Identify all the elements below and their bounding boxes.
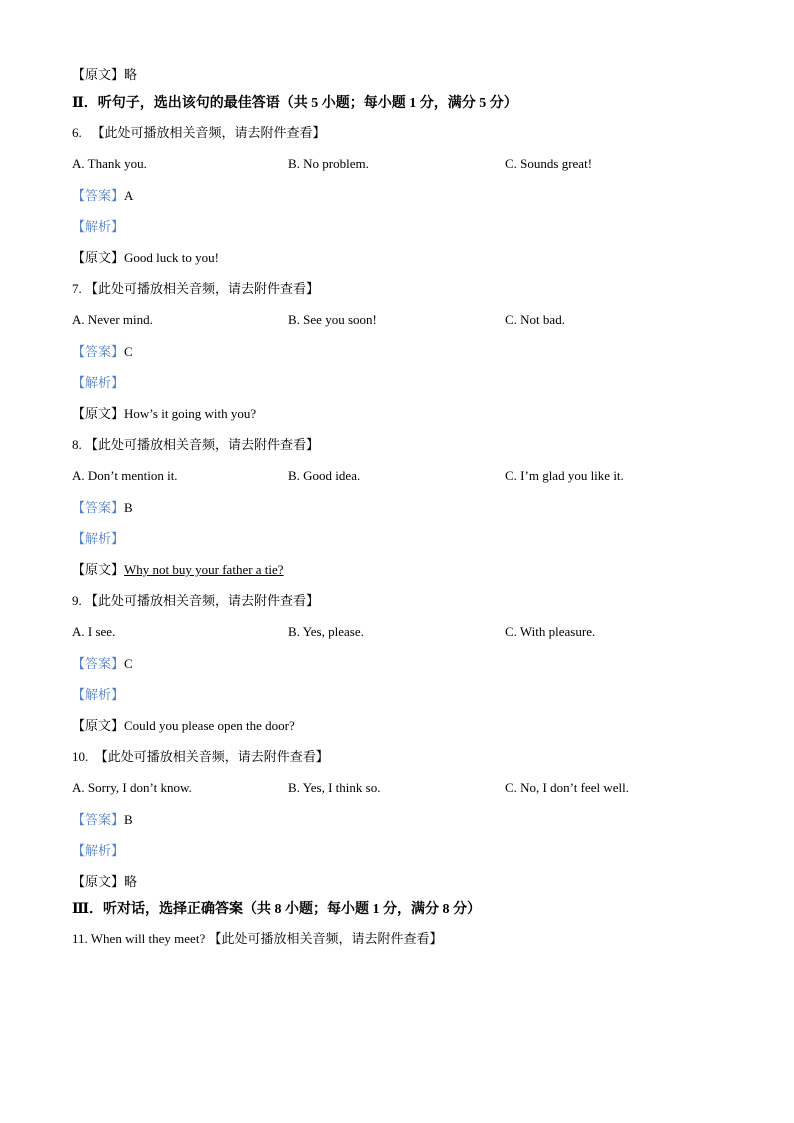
original-text: Good luck to you! [124, 250, 219, 265]
q6-original-line [72, 249, 219, 267]
audio-link[interactable]: 【此处可播放相关音频，请去附件查看】 [85, 281, 320, 296]
original-tag: 【原文】 [72, 718, 125, 733]
analysis-tag: 【解析】 [72, 375, 125, 390]
q7-original-line [72, 405, 256, 423]
q8-original-line [72, 561, 284, 579]
q9-analysis-line [72, 686, 124, 704]
audio-link[interactable]: 【此处可播放相关音频，请去附件查看】 [85, 437, 320, 452]
q10-option-b: B. Yes, I think so. [288, 780, 381, 795]
question-text: 11. When will they meet? [72, 931, 206, 946]
q6-option-b: B. No problem. [288, 156, 369, 171]
question-7-line [72, 280, 319, 298]
analysis-tag: 【解析】 [72, 219, 125, 234]
q10-original-line [72, 873, 137, 891]
q8-option-b: B. Good idea. [288, 468, 361, 483]
q6-analysis-line [72, 218, 124, 236]
q7-option-c: C. Not bad. [505, 312, 565, 327]
q10-option-a: A. Sorry, I don’t know. [72, 780, 192, 795]
q9-answer-line [72, 655, 133, 673]
original-text: 略 [124, 67, 138, 82]
question-10-line [72, 748, 329, 766]
answer-tag: 【答案】 [72, 344, 125, 359]
original-text: Why not buy your father a tie? [124, 562, 284, 577]
answer-tag: 【答案】 [72, 188, 125, 203]
q9-option-b: B. Yes, please. [288, 624, 364, 639]
question-number: 8. [72, 437, 82, 452]
q6-option-c: C. Sounds great! [505, 156, 593, 171]
original-text: Could you please open the door? [124, 718, 295, 733]
q10-analysis-line [72, 842, 124, 860]
section-3-title: Ⅲ．听对话，选择正确答案（共 8 小题；每小题 1 分，满分 8 分） [72, 902, 482, 917]
q8-option-c: C. I’m glad you like it. [505, 468, 624, 483]
answer-value: A [124, 188, 134, 203]
q6-option-a: A. Thank you. [72, 156, 147, 171]
answer-value: B [124, 812, 133, 827]
answer-tag: 【答案】 [72, 812, 125, 827]
q7-option-a: A. Never mind. [72, 312, 153, 327]
answer-value: C [124, 344, 133, 359]
answer-tag: 【答案】 [72, 500, 125, 515]
section-2-title: Ⅱ．听句子，选出该句的最佳答语（共 5 小题；每小题 1 分，满分 5 分） [72, 96, 518, 111]
original-text: 略 [124, 874, 138, 889]
question-6-line [72, 124, 326, 142]
analysis-tag: 【解析】 [72, 687, 125, 702]
original-text: How’s it going with you? [124, 406, 257, 421]
audio-link[interactable]: 【此处可播放相关音频，请去附件查看】 [91, 125, 326, 140]
q10-answer-line [72, 811, 133, 829]
audio-link[interactable]: 【此处可播放相关音频，请去附件查看】 [85, 593, 320, 608]
analysis-tag: 【解析】 [72, 531, 125, 546]
question-number: 6. [72, 125, 82, 140]
question-11-line [72, 930, 442, 948]
q8-answer-line [72, 499, 133, 517]
answer-tag: 【答案】 [72, 656, 125, 671]
q9-original-line [72, 717, 295, 735]
audio-link[interactable]: 【此处可播放相关音频，请去附件查看】 [94, 749, 329, 764]
q7-answer-line [72, 343, 133, 361]
original-tag: 【原文】 [72, 67, 125, 82]
q9-option-a: A. I see. [72, 624, 116, 639]
analysis-tag: 【解析】 [72, 843, 125, 858]
original-tag: 【原文】 [72, 250, 125, 265]
audio-link[interactable]: 【此处可播放相关音频，请去附件查看】 [208, 931, 443, 946]
header-original-line [72, 66, 137, 84]
original-tag: 【原文】 [72, 406, 125, 421]
q8-option-a: A. Don’t mention it. [72, 468, 178, 483]
original-tag: 【原文】 [72, 562, 125, 577]
question-number: 9. [72, 593, 82, 608]
q8-analysis-line [72, 530, 124, 548]
question-number: 10. [72, 749, 89, 764]
question-8-line [72, 436, 319, 454]
q6-answer-line [72, 187, 133, 205]
q10-option-c: C. No, I don’t feel well. [505, 780, 629, 795]
answer-value: B [124, 500, 133, 515]
q7-analysis-line [72, 374, 124, 392]
answer-value: C [124, 656, 133, 671]
question-9-line [72, 592, 319, 610]
q9-option-c: C. With pleasure. [505, 624, 596, 639]
q7-option-b: B. See you soon! [288, 312, 377, 327]
question-number: 7. [72, 281, 82, 296]
original-tag: 【原文】 [72, 874, 125, 889]
